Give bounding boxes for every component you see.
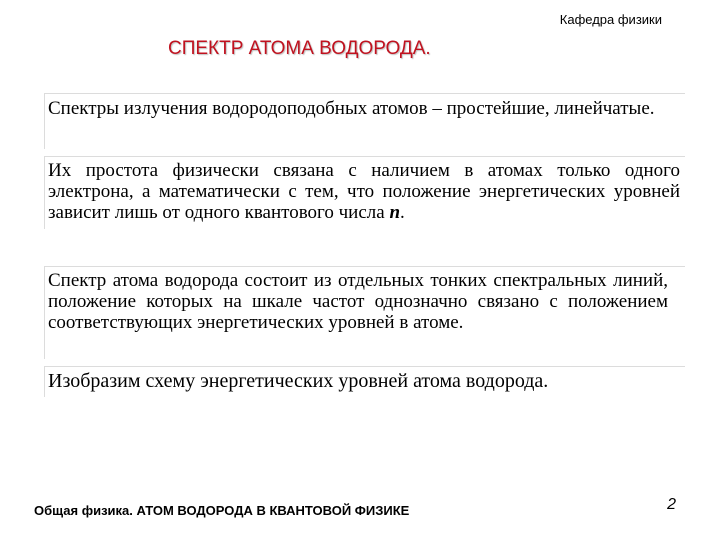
- paragraph-simplicity-text: Их простота физически связана с наличием в атомах только одного электрона, а математически с тем, что положение энергетических уровней зависит лишь от одного квантового числа: [48, 160, 680, 223]
- paragraph-spectra-intro: Спектры излучения водородоподобных атомов – простейшие, линейчатые.: [48, 98, 655, 119]
- quantum-number-n: n: [389, 202, 401, 223]
- department-label: Кафедра физики: [559, 12, 662, 27]
- paragraph-simplicity-end: .: [400, 202, 405, 223]
- paragraph-simplicity: [48, 160, 680, 223]
- paragraph-energy-levels: Изобразим схему энергетических уровней атома водорода.: [48, 370, 549, 392]
- page-number: 2: [667, 496, 676, 513]
- paragraph-hydrogen-spectrum: Спектр атома водорода состоит из отдельных тонких спектральных линий, положение которых на шкале частот однозначно связано с положением соответствующих энергетических уровней в атоме.: [48, 270, 668, 333]
- footer-course-title: Общая физика. АТОМ ВОДОРОДА В КВАНТОВОЙ ФИЗИКЕ: [34, 503, 410, 518]
- slide-title: СПЕКТР АТОМА ВОДОРОДА.: [168, 38, 431, 59]
